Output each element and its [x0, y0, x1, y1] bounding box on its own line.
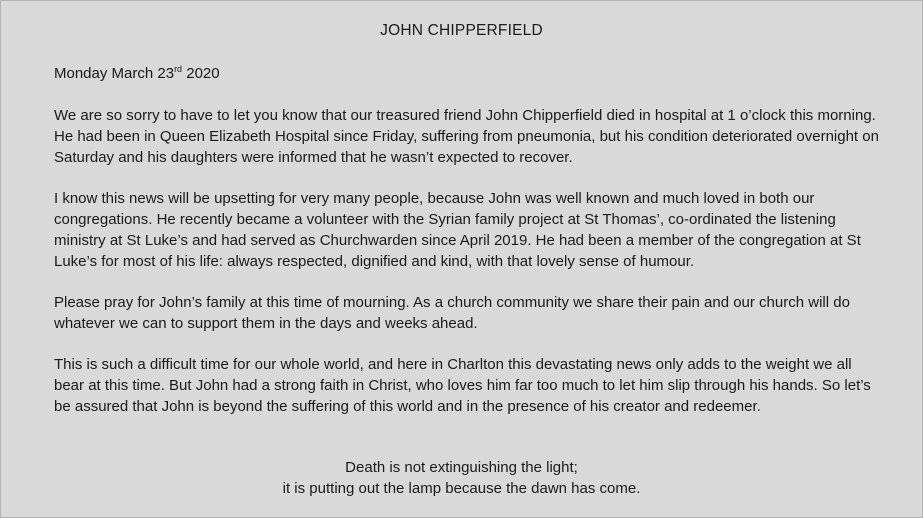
document-date: [54, 65, 220, 82]
paragraph-tribute: I know this news will be upsetting for very many people, because John was well known and much loved in both our congregations. He recently became a volunteer with the Syrian family project at St Thomas’, co-ordinated the listening ministry at St Luke’s and had served as Churchwarden since April 2019. He had been a member of the congregation at St Luke’s for most of his life: always respected, dignified and kind, with that lovely sense of humour.: [54, 190, 861, 270]
paragraph-prayer-request: Please pray for John’s family at this time of mourning. As a church community we share their pain and our church will do whatever we can to support them in the days and weeks ahead.: [54, 294, 850, 332]
closing-quote-line-2: it is putting out the lamp because the dawn has come.: [282, 480, 641, 497]
paragraph-announcement: We are so sorry to have to let you know that our treasured friend John Chipperfield died in hospital at 1 o’clock this morning. He had been in Queen Elizabeth Hospital since Friday, suffering from pneumonia, but his condition deteriorated overnight on Saturday and his daughters were informed that he wasn’t expected to recover.: [54, 107, 879, 166]
paragraph-reflection: This is such a difficult time for our whole world, and here in Charlton this devastating news only adds to the weight we all bear at this time. But John had a strong faith in Christ, who loves him far too much to let him slip through his hands. So let’s be assured that John is beyond the suffering of this world and in the presence of his creator and redeemer.: [54, 356, 871, 415]
date-year: 2020: [182, 65, 220, 82]
closing-quote-line-1: Death is not extinguishing the light;: [345, 459, 578, 476]
document-title: JOHN CHIPPERFIELD: [380, 22, 543, 39]
date-ordinal-suffix: rd: [174, 64, 183, 74]
date-text: Monday March 23: [54, 65, 175, 82]
